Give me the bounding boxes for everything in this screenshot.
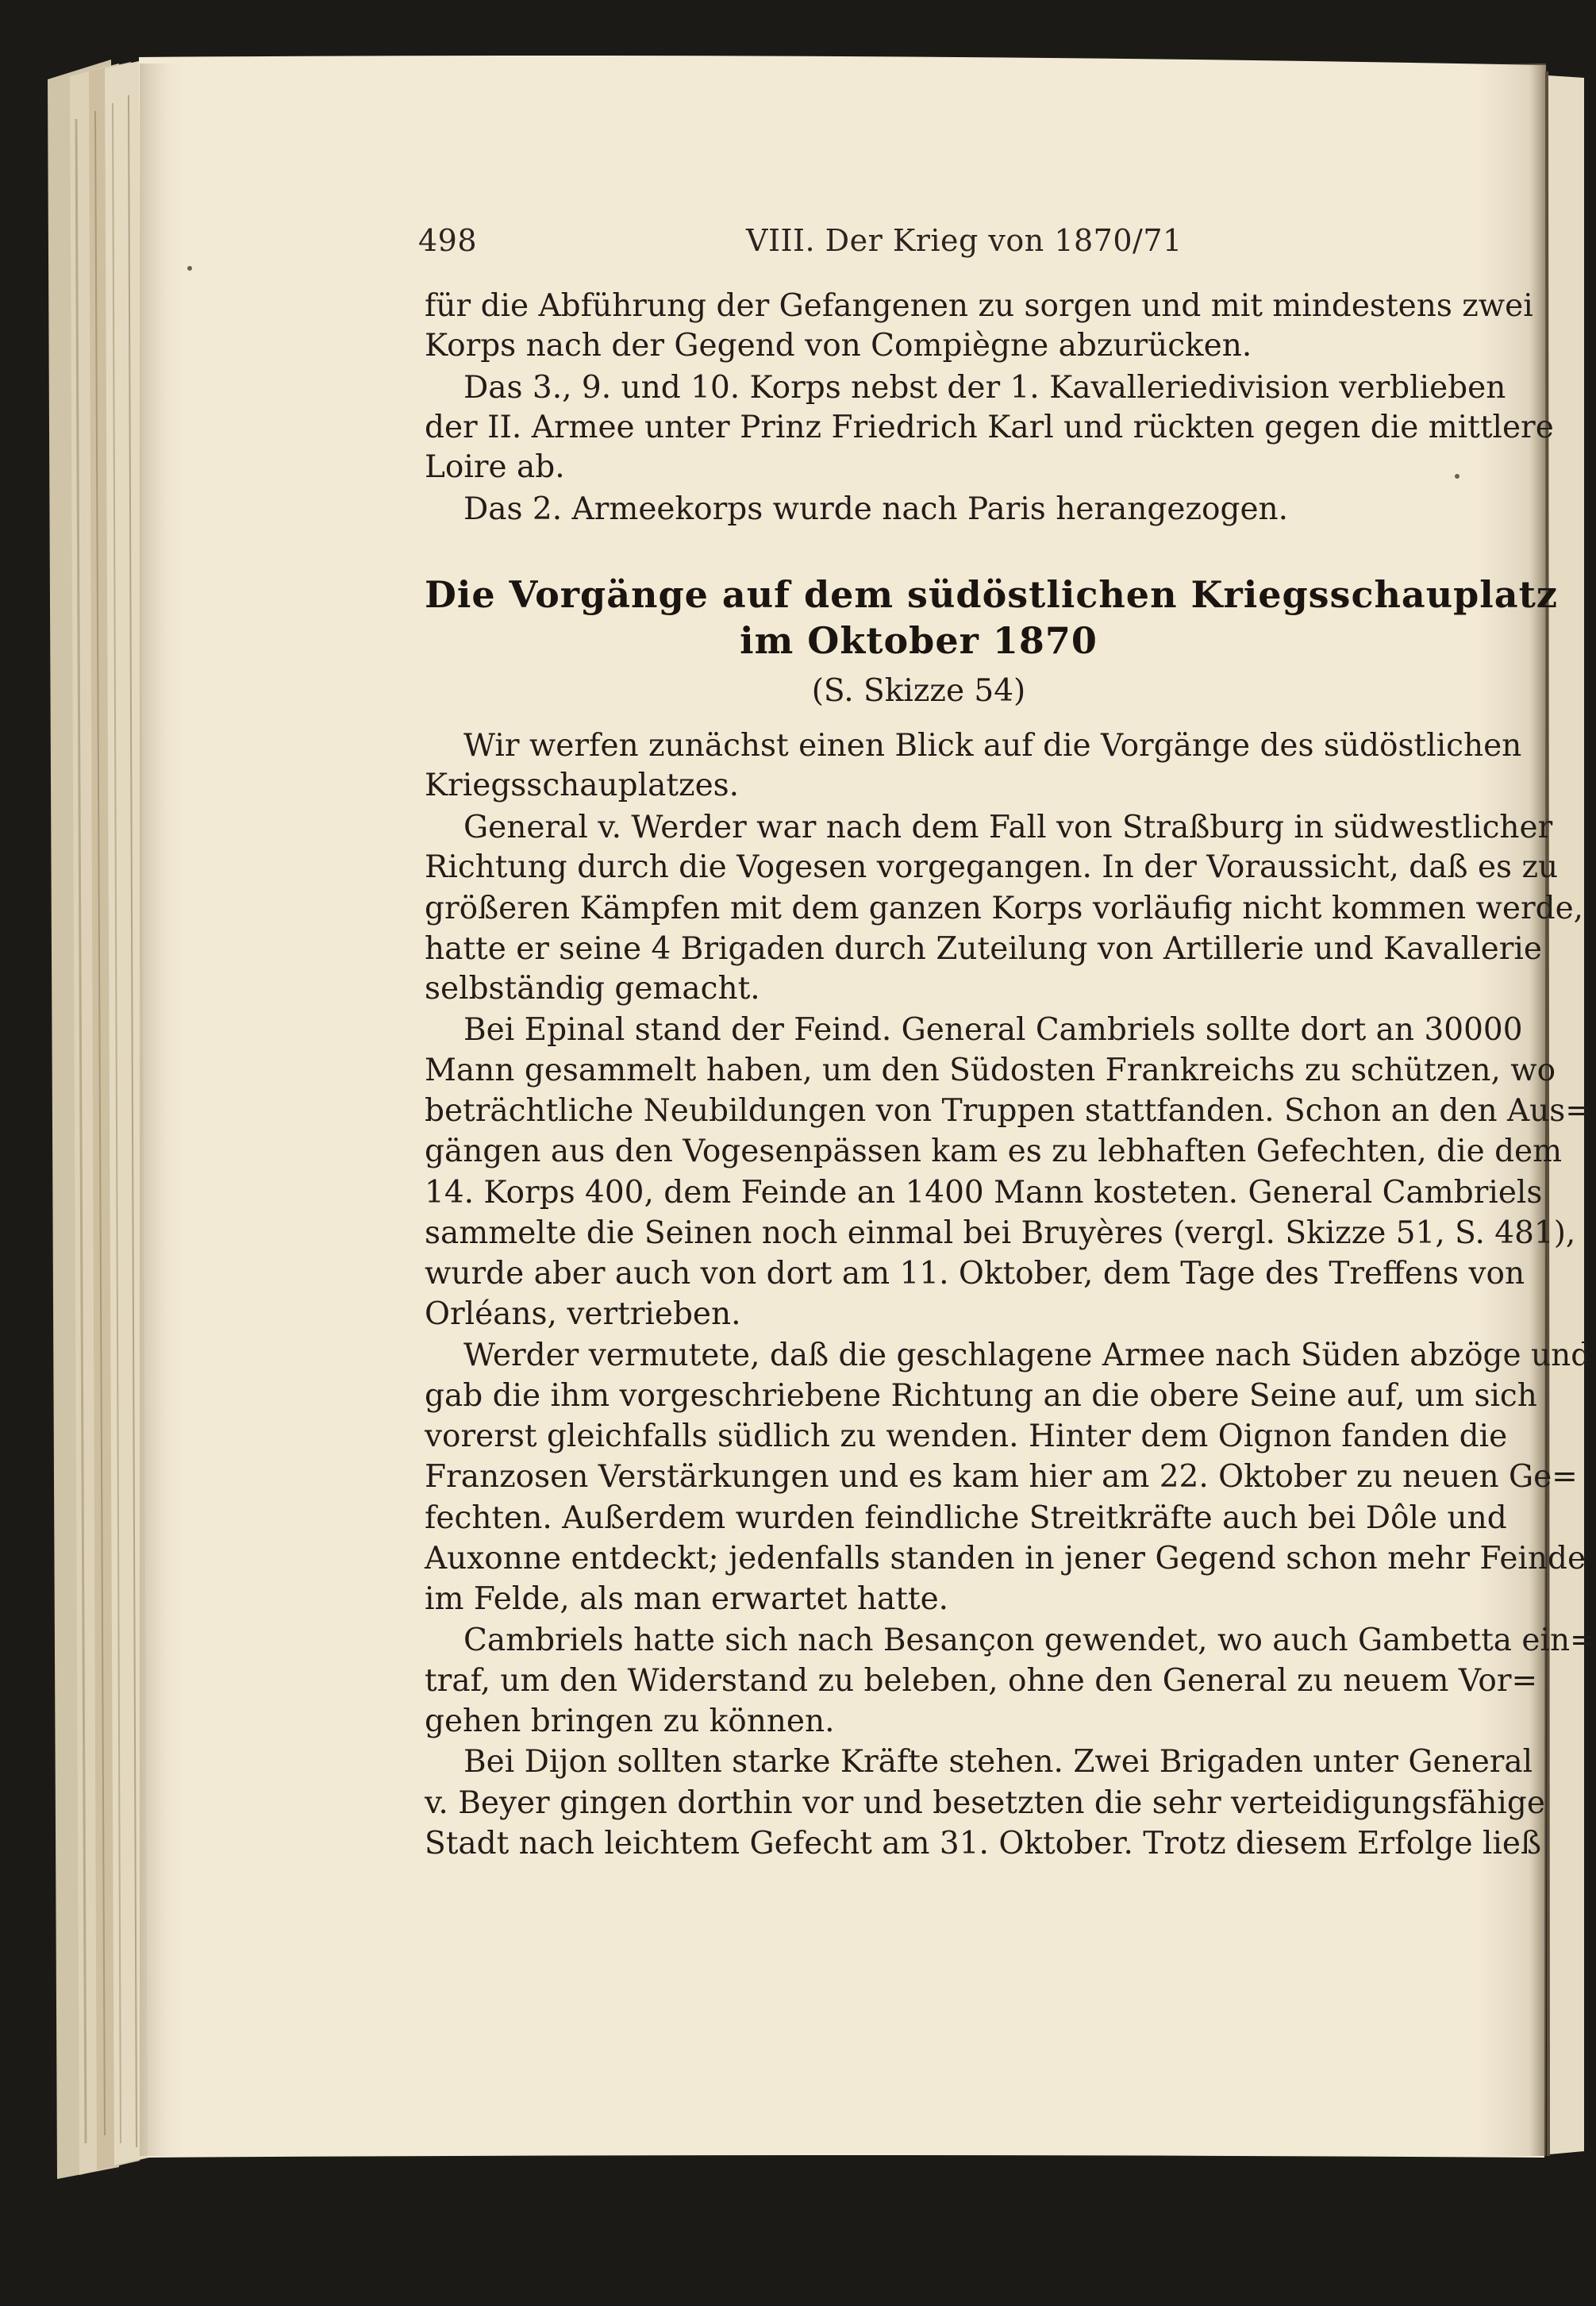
section-title-line2: im Oktober 1870 <box>740 619 1098 662</box>
text-line: selbständig gemacht. <box>425 971 760 1007</box>
text-line: Franzosen Verstärkungen und es kam hier am 22. Oktober zu neuen Ge= <box>425 1459 1578 1495</box>
text-line: Mann gesammelt haben, um den Südosten Frankreichs zu schützen, wo <box>425 1053 1556 1088</box>
text-line: fechten. Außerdem wurden feindliche Streitkräfte auch bei Dôle und <box>425 1500 1507 1536</box>
text-line: Korps nach der Gegend von Compiègne abzurücken. <box>425 328 1252 364</box>
text-line: sammelte die Seinen noch einmal bei Bruyères (vergl. Skizze 51, S. 481), <box>425 1215 1576 1251</box>
running-head: VIII. Der Krieg von 1870/71 <box>746 223 1183 258</box>
text-line: Werder vermutete, daß die geschlagene Armee nach Süden abzöge und <box>463 1338 1591 1373</box>
text-line: Orléans, vertrieben. <box>425 1296 741 1332</box>
text-line: Bei Epinal stand der Feind. General Cambriels sollte dort an 30000 <box>463 1012 1523 1048</box>
text-line: wurde aber auch von dort am 11. Oktober, dem Tage des Treffens von <box>425 1256 1525 1292</box>
text-line: Das 3., 9. und 10. Korps nebst der 1. Kavalleriedivision verblieben <box>463 370 1506 406</box>
text-line: Stadt nach leichtem Gefecht am 31. Oktober. Trotz diesem Erfolge ließ <box>425 1826 1542 1861</box>
text-line: Richtung durch die Vogesen vorgegangen. In der Voraussicht, daß es zu <box>425 849 1559 885</box>
text-line: Das 2. Armeekorps wurde nach Paris herangezogen. <box>463 491 1289 527</box>
text-line: beträchtliche Neubildungen von Truppen stattfanden. Schon an den Aus= <box>425 1093 1591 1129</box>
text-line: für die Abführung der Gefangenen zu sorgen und mit mindestens zwei <box>425 288 1533 324</box>
page-number: 498 <box>418 223 478 258</box>
text-line: gehen bringen zu können. <box>425 1704 835 1739</box>
text-line: General v. Werder war nach dem Fall von Straßburg in südwestlicher <box>463 810 1553 845</box>
text-line: Wir werfen zunächst einen Blick auf die Vorgänge des südöstlichen <box>463 728 1522 764</box>
text-line: Auxonne entdeckt; jedenfalls standen in jener Gegend schon mehr Feinde <box>425 1541 1586 1576</box>
section-title: Die Vorgänge auf dem südöstlichen Kriegsschauplatz <box>425 573 1558 616</box>
text-line: vorerst gleichfalls südlich zu wenden. Hinter dem Oignon fanden die <box>425 1419 1508 1454</box>
text-line: traf, um den Widerstand zu beleben, ohne den General zu neuem Vor= <box>425 1663 1538 1699</box>
text-line: Kriegsschauplatzes. <box>425 768 740 803</box>
text-line: Loire ab. <box>425 449 565 485</box>
text-line: Cambriels hatte sich nach Besançon gewendet, wo auch Gambetta ein= <box>463 1623 1596 1658</box>
text-line: 14. Korps 400, dem Feinde an 1400 Mann kosteten. General Cambriels <box>425 1175 1543 1211</box>
text-line: Bei Dijon sollten starke Kräfte stehen. Zwei Brigaden unter General <box>463 1744 1533 1780</box>
text-line: im Felde, als man erwartet hatte. <box>425 1581 949 1617</box>
text-line: größeren Kämpfen mit dem ganzen Korps vorläufig nicht kommen werde, <box>425 891 1584 926</box>
sketch-reference: (S. Skizze 54) <box>811 673 1026 709</box>
text-line: der II. Armee unter Prinz Friedrich Karl und rückten gegen die mittlere <box>425 410 1554 445</box>
text-line: hatte er seine 4 Brigaden durch Zuteilung von Artillerie und Kavallerie <box>425 931 1542 967</box>
text-line: gängen aus den Vogesenpässen kam es zu lebhaften Gefechten, die dem <box>425 1134 1563 1169</box>
text-line: v. Beyer gingen dorthin vor und besetzten die sehr verteidigungsfähige <box>425 1785 1545 1821</box>
text-line: gab die ihm vorgeschriebene Richtung an die obere Seine auf, um sich <box>425 1378 1537 1414</box>
